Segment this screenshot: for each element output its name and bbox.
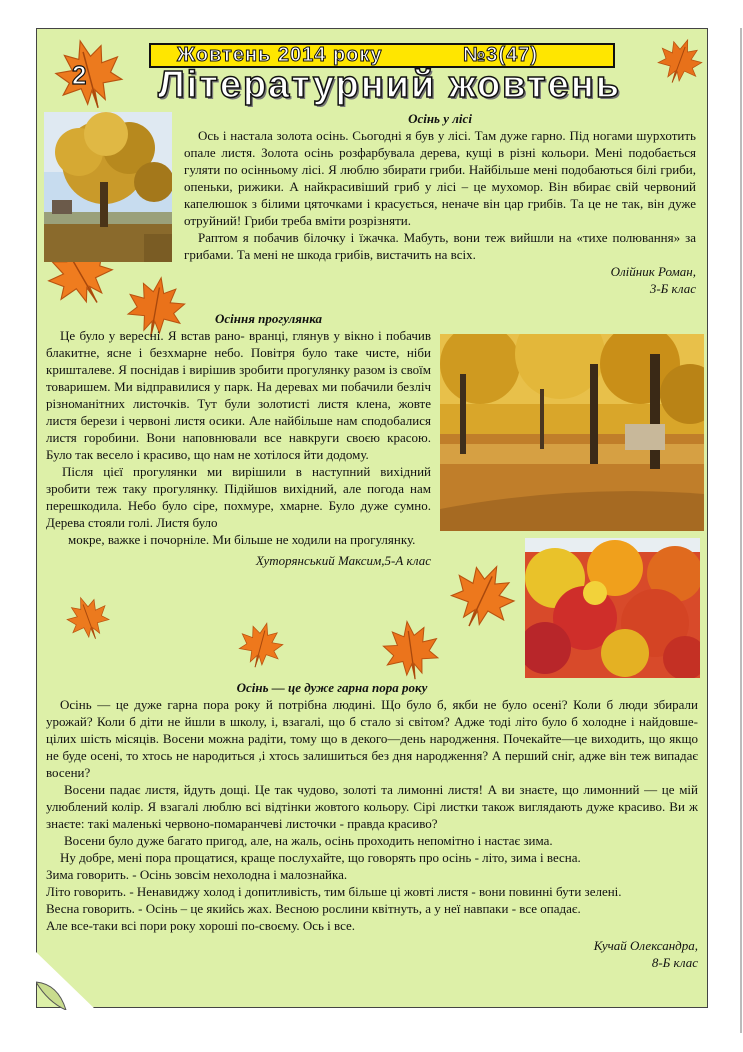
article-paragraph: Восени було дуже багато пригод, але, на жаль, осінь проходить непомітно і настає зима.: [64, 833, 553, 848]
article-paragraph: мокре, важке і почорніле. Ми більше не ходили на прогулянку.: [68, 532, 416, 547]
article-paragraph: Раптом я побачив білочку і їжачка. Мабуть, вони теж вийшли на «тихе полювання» за грибами. Та мені не шкода грибів, вистачить на всіх.: [184, 230, 696, 262]
issue-date: Жовтень 2014 року: [177, 44, 383, 66]
article-paragraph: Літо говорить. - Ненавиджу холод і допитливість, тим більше ці жовті листя - вони повинні бути зелені.: [46, 884, 622, 899]
maple-leaf-icon: [652, 36, 708, 86]
article-paragraph: Але все-таки всі пори року хороші по-своєму. Ось і все.: [46, 918, 356, 933]
article-paragraph: Після цієї прогулянки ми вирішили в наступний вихідний зробити теж таку прогулянку. Підійшов вихідний, але погода нам перешкодила. Небо було сіре, похмуре, хмарне. Було дуже сумно. Дерева стояли голі. Листя було: [46, 464, 431, 530]
article-author-class: 3-Б клас: [649, 281, 696, 296]
article-autumn-season: [46, 679, 698, 971]
article-title: Осінь — це дуже гарна пора року: [236, 680, 428, 695]
article-forest: [184, 110, 696, 297]
article-title: Осінь у лісі: [408, 111, 472, 126]
article-paragraph: Ну добре, мені пора прощатися, краще послухайте, що говорять про осінь - літо, зима і весна.: [60, 850, 581, 865]
article-author: Хуторянський Максим,5-А клас: [255, 553, 431, 568]
article-paragraph: Восени падає листя, йдуть дощі. Це так чудово, золоті та лимонні листя! А ви знаєте, що лимонний — це мій улюблений колір. Я взагалі люблю всі відтінки жовтого кольору. Сірі листки також виглядають дуже красиво. Ви ж знаєте: такі маленькі червоно-помаранчеві листочки - правда красиво?: [46, 782, 698, 831]
maple-leaf-icon: [236, 620, 286, 670]
maple-leaf-icon: [446, 560, 520, 632]
article-paragraph: Осінь — це дуже гарна пора року й потрібна людині. Що було б, якби не було осені? Коли б люди збирали урожай? Коли б діти не йшли в школу, і, взагалі, що б стало зі світом? Адже тоді літо було б холодне і найдовше-цілих шість місяців. Восени можна радіти, тому що в декого—день народження. Почекайте—це виходить, що якщо не буде осені, то хтось не народиться ,і хтось залишиться без дня народження? А перший сніг, адже він теж випадає восени?: [46, 697, 698, 780]
article-paragraph: Зима говорить. - Осінь зовсім нехолодна і малознайка.: [46, 867, 348, 882]
park-alley-photo: [440, 334, 704, 531]
article-paragraph: Ось і настала золота осінь. Сьогодні я був у лісі. Там дуже гарно. Під ногами шурхотить опале листя. Золота осінь розфарбувала дерева, кущі в різні кольори. Мені подобається гуляти по осінньому лісі. Я люблю збирати гриби. Найбільше мені подобаються білі гриби, опеньки, рижики. А найкрасивіший гриб у лісі – це мухомор. Він вбирає свій червоний капелюшок з білими цяточками і красується, неначе він цар грибів. Та це не так, він дуже отруйний! Гриби треба вміти розрізняти.: [184, 128, 696, 228]
maple-leaf-icon: [378, 618, 444, 682]
page-title: Літературний жовтень: [158, 64, 622, 106]
page-number: 2: [72, 60, 87, 90]
autumn-tree-photo: [44, 112, 172, 262]
article-title: Осіння прогулянка: [215, 311, 322, 326]
maple-leaf-icon: [48, 36, 130, 112]
article-paragraph: Весна говорить. - Осінь – це якийсь жах. Весною рослини квітнуть, а у неї навпаки - все опадає.: [46, 901, 581, 916]
maple-leaf-icon: [64, 594, 112, 642]
article-author-class: 8-Б клас: [651, 955, 698, 970]
article-author: Кучай Олександра,: [593, 938, 698, 953]
issue-number: №3(47): [463, 44, 538, 66]
article-walk: [46, 310, 431, 569]
red-yellow-bushes-photo: [525, 538, 700, 678]
article-author: Олійник Роман,: [610, 264, 696, 279]
page-edge-shadow: [740, 28, 742, 1033]
article-paragraph: Це було у вересні. Я встав рано- вранці, глянув у вікно і побачив блакитне, ясне і безхмарне небо. Повітря було таке чисте, ніби кришталеве. Я поснідав і вирішив зробити прогулянку разом із своїм товаришем. Ми відправилися у парк. На деревах ми побачили безліч різноманітних листочків. Тут були золотисті листя клена, жовте листя берези і червоні листя осики. Але найбільше нам сподобалися листя горобини. Вони наповнювали все навкруги своєю красою. Було так весело і красиво, що нам не хотілося йти додому.: [46, 328, 431, 462]
